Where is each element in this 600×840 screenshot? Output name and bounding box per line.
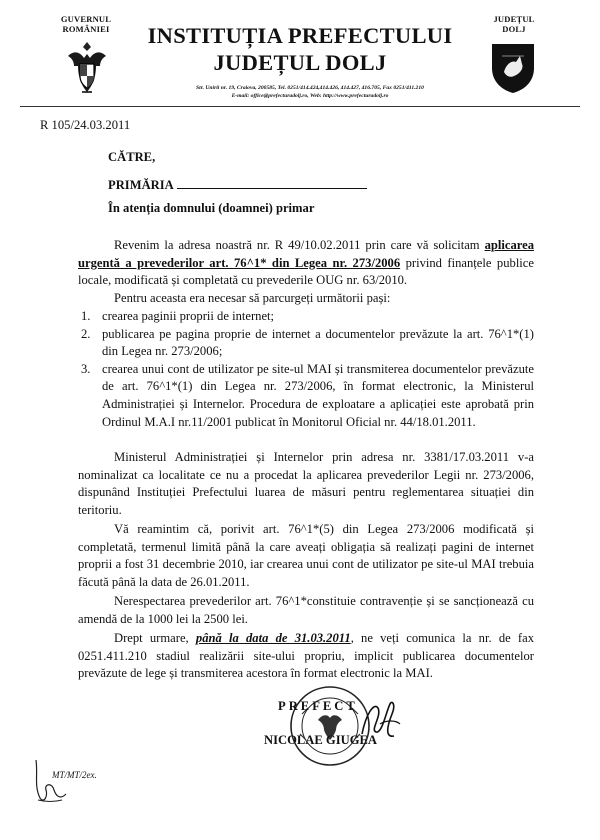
p6-text-b: , ne veți comunica la nr. de fax 0251.411.210 stadiul realizării site-ului propriu, implicit publicarea documentelor prevăzute de lege și transmiterea acestora în format electronic la MAI. [78, 631, 535, 681]
step-number: 2. [81, 326, 91, 341]
paragraph-5: Nerespectarea prevederilor art. 76^1*constituie contravenție și se sancționează cu amendă de la 1000 lei la 2500 lei. [78, 594, 534, 626]
step-text: crearea paginii proprii de internet; [102, 309, 275, 323]
step-number: 3. [81, 361, 91, 376]
dolj-county-shield-icon [490, 42, 536, 94]
reference-number: R 105/24.03.2011 [40, 118, 131, 132]
gov-label-left-line1: GUVERNUL [60, 14, 112, 24]
address-org-prefix: PRIMĂRIA [108, 178, 174, 192]
footer-note: MT/MT/2ex. [52, 770, 97, 780]
signature-name: NICOLAE GIUGEA [264, 733, 378, 747]
paragraph-1 [78, 237, 534, 290]
romania-coat-of-arms-icon [60, 38, 114, 96]
p1-text-b: privind finanțele publice locale, modificată și completată cu prevederile OUG nr. 63/2010. [78, 255, 534, 288]
paragraph-2: Pentru aceasta era necesar să parcurgeți următorii pași: [114, 291, 391, 305]
address-org-blank-line [177, 176, 367, 189]
p1-emphasis: aplicarea urgentă a prevederilor art. 76^1* din Legea nr. 273/2006 [78, 238, 534, 270]
title-line2: JUDEȚUL DOLJ [213, 50, 387, 75]
contact-info [150, 84, 470, 100]
step-number: 1. [81, 309, 91, 323]
step-item [78, 326, 534, 361]
contact-address: Str. Unirii nr. 19, Craiova, 200585, Tel. 0251/414.424,414.426, 414.427, 416.705, Fax 0251/411.210 [196, 85, 424, 91]
handwritten-signature-icon [356, 694, 404, 744]
paragraph-4: Vă reamintim că, porivit art. 76^1*(5) din Legea 273/2006 modificată și completată, termenul limită până la care aveați obligația să realizați pagini de internet proprii a fost 31 decembrie 2010, iar crearea unui cont de utilizator pe site-ul MAI trebuia făcută până la data de 26.01.2011. [78, 522, 534, 589]
p6-text-a: Drept urmare, [114, 631, 196, 645]
paragraph-6 [78, 630, 534, 683]
title-line1: INSTITUȚIA PREFECTULUI [147, 23, 453, 48]
gov-label-left [54, 14, 118, 34]
step-item [78, 361, 534, 431]
step-item [78, 308, 534, 326]
gov-label-right-line1: JUDEȚUL [493, 14, 535, 24]
p1-text-a: Revenim la adresa noastră nr. R 49/10.02.2011 prin care vă solicitam [114, 238, 485, 252]
gov-label-right [486, 14, 542, 34]
signature-role: PREFECT [278, 699, 358, 713]
address-attention: În atenția domnului (doamnei) primar [108, 201, 315, 215]
paragraph-3: Ministerul Administrației și Internelor prin adresa nr. 3381/17.03.2011 v-a nominalizat ca localitate ce nu a procedat la aplicarea prevederilor Legii nr. 273/2006, dispunând Instituției Prefectului luarea de măsuri pentru reglementarea situației din teritoriu. [78, 450, 534, 517]
gov-label-left-line2: ROMÂNIEI [62, 24, 110, 34]
initials-scribble-icon [30, 756, 78, 808]
step-text: publicarea pe pagina proprie de internet a documentelor prevăzute la art. 76^1*(1) din Legea nr. 273/2006; [102, 326, 534, 359]
step-text: crearea unui cont de utilizator pe site-ul MAI și transmiterea documentelor prevăzute de art. 76^1*(1) din Legea nr. 273/2006, în format electronic, la Ministerul Administrației și Internelor. Procedura de exploatare a aplicației este aprobată prin Ordinul M.A.I nr.11/2001 publicat în Monitorul Oficial nr. 44/18.01.2011. [102, 361, 534, 429]
institution-title [140, 22, 460, 76]
address-to: CĂTRE, [108, 150, 156, 164]
address-org [108, 176, 367, 195]
header-divider [20, 106, 580, 107]
gov-label-right-line2: DOLJ [502, 24, 526, 34]
steps-list [78, 308, 534, 431]
contact-email-web: E-mail: office@prefecturadolj.ro, Web: http://www.prefecturadolj.ro [231, 93, 389, 99]
p6-deadline: până la data de 31.03.2011 [195, 631, 351, 645]
